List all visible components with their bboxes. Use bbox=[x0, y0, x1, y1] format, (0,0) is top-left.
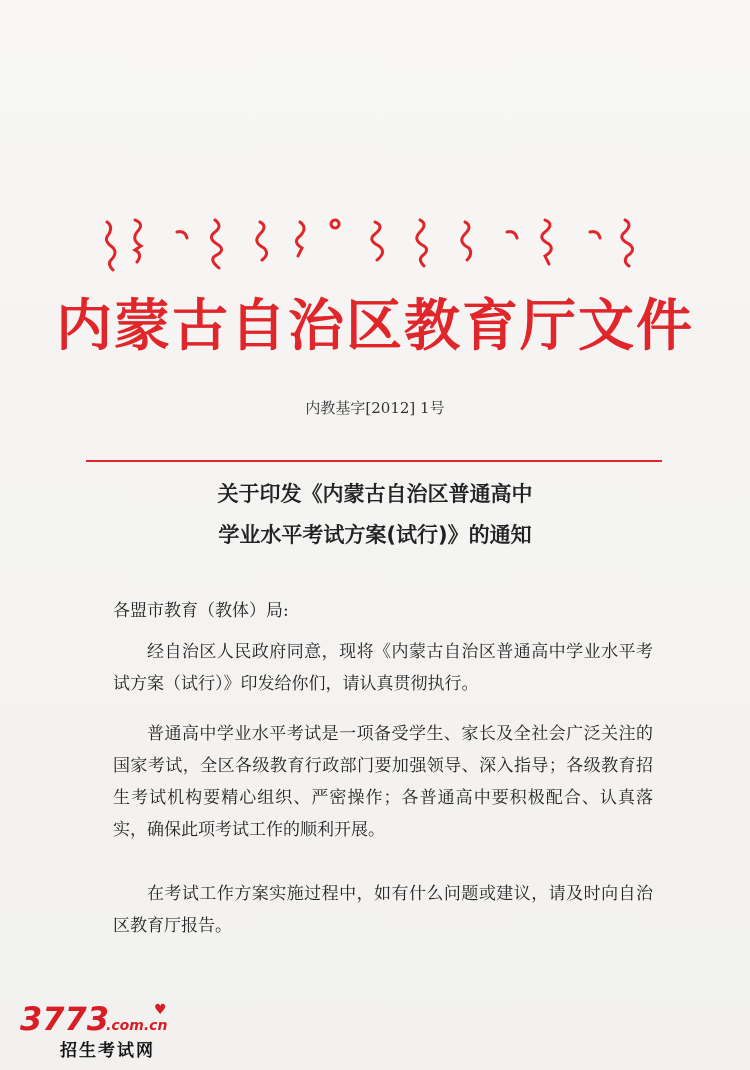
watermark-domain: .com.cn bbox=[106, 1018, 168, 1034]
notice-heading-line2: 学业水平考试方案(试行)》的通知 bbox=[218, 523, 532, 547]
red-divider bbox=[86, 460, 662, 462]
notice-heading-line1: 关于印发《内蒙古自治区普通高中 bbox=[217, 482, 533, 506]
paragraph-2: 普通高中学业水平考试是一项备受学生、家长及全社会广泛关注的国家考试，全区各级教育行政部门要加强领导、深入指导；各级教育招生考试机构要精心组织、严密操作；各普通高中要积极配合、认真落实，确保此项考试工作的顺利开展。 bbox=[113, 724, 653, 840]
paragraph-1: 经自治区人民政府同意，现将《内蒙古自治区普通高中学业水平考试方案（试行）》印发给你们，请认真贯彻执行。 bbox=[113, 642, 653, 694]
salutation: 各盟市教育（教体）局: bbox=[113, 601, 289, 621]
site-watermark bbox=[20, 1000, 220, 1062]
watermark-subtitle: 招生考试网 bbox=[60, 1041, 155, 1061]
heart-icon: ♥ bbox=[154, 1002, 167, 1018]
document-number: 内教基字[2012] 1号 bbox=[305, 399, 445, 417]
document-title: 内蒙古自治区教育厅文件 bbox=[56, 293, 694, 359]
mongolian-script-header bbox=[95, 212, 655, 274]
watermark-number: 3773 bbox=[20, 1000, 110, 1038]
paragraph-3: 在考试工作方案实施过程中，如有什么问题或建议，请及时向自治区教育厅报告。 bbox=[113, 884, 653, 936]
